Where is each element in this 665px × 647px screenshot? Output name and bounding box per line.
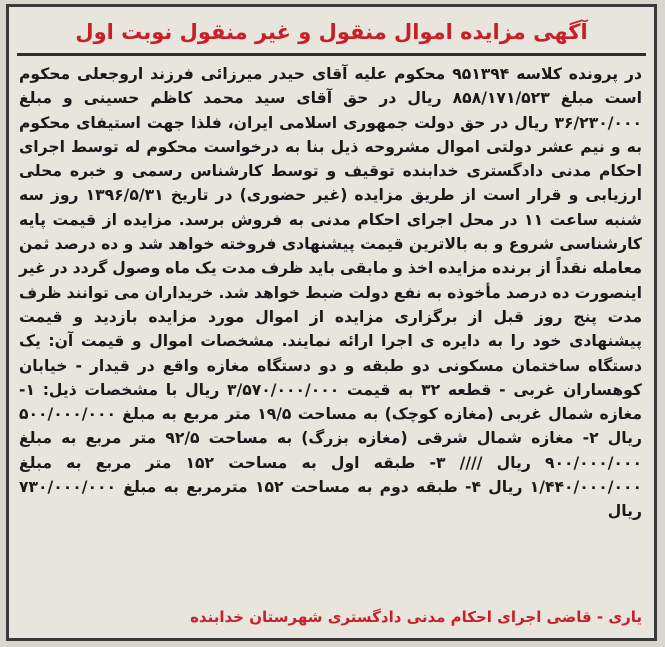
notice-title: آگهی مزایده اموال منقول و غیر منقول نوبت اول — [75, 20, 588, 44]
notice-clipping — [6, 4, 657, 641]
title-divider — [17, 53, 646, 56]
notice-body: در پرونده کلاسه ۹۵۱۳۹۴ محکوم علیه آقای حیدر میرزائی فرزند اروجعلی محکوم است مبلغ ۸۵۸/۱۷۱/۵۲۳ ریال در حق آقای سید محمد کاظم حسینی و مبلغ ۳۶/۲۳۰/۰۰۰ ریال در حق دولت جمهوری اسلامی ایران، فلذا جهت استیفای محکوم به و نیم عشر دولتی اموال مشروحه ذیل بنا به درخواست محکوم له توسط اجرای احکام مدنی دادگستری خدابنده توقیف و توسط کارشناس رسمی و خبره محلی ارزیابی و قرار است از طریق مزایده (غیر حضوری) در تاریخ ۱۳۹۶/۵/۳۱ روز سه شنبه ساعت ۱۱ در محل اجرای احکام مدنی به فروش برسد. مزایده از قیمت پایه کارشناسی شروع و به بالاترین قیمت پیشنهادی فروخته خواهد شد و ده درصد ثمن معامله نقداً از برنده مزایده اخذ و مابقی باید ظرف مدت یک ماه وصول گردد در غیر اینصورت ده درصد مأخوذه به نفع دولت ضبط خواهد شد. خریداران می توانند ظرف مدت پنج روز قبل از برگزاری مزایده از اموال مورد مزایده بازدید و قیمت پیشنهادی خود را به دایره ی اجرا ارائه نمایند. مشخصات اموال و قیمت آن: یک دستگاه ساختمان مسکونی دو طبقه و دو دستگاه مغازه واقع در قیدار - خیابان کوهساران غربی - قطعه ۳۲ به قیمت ۳/۵۷۰/۰۰۰/۰۰۰ ریال با مشخصات ذیل: ۱- مغازه شمال غربی (مغازه کوچک) به مساحت ۱۹/۵ متر مربع به مبلغ ۵۰۰/۰۰۰/۰۰۰ ریال ۲- مغازه شمال شرقی (مغازه بزرگ) به مساحت ۹۲/۵ متر مربع به مبلغ ۹۰۰/۰۰۰/۰۰۰ ریال //// ۳- طبقه اول به مساحت ۱۵۲ متر مربع به مبلغ ۱/۴۴۰/۰۰۰/۰۰۰ ریال ۴- طبقه دوم به مساحت ۱۵۲ مترمربع به مبلغ ۷۳۰/۰۰۰/۰۰۰ ریال — [19, 65, 643, 521]
notice-signature: یاری - قاضی اجرای احکام مدنی دادگستری شهرستان خدابنده — [190, 608, 642, 626]
